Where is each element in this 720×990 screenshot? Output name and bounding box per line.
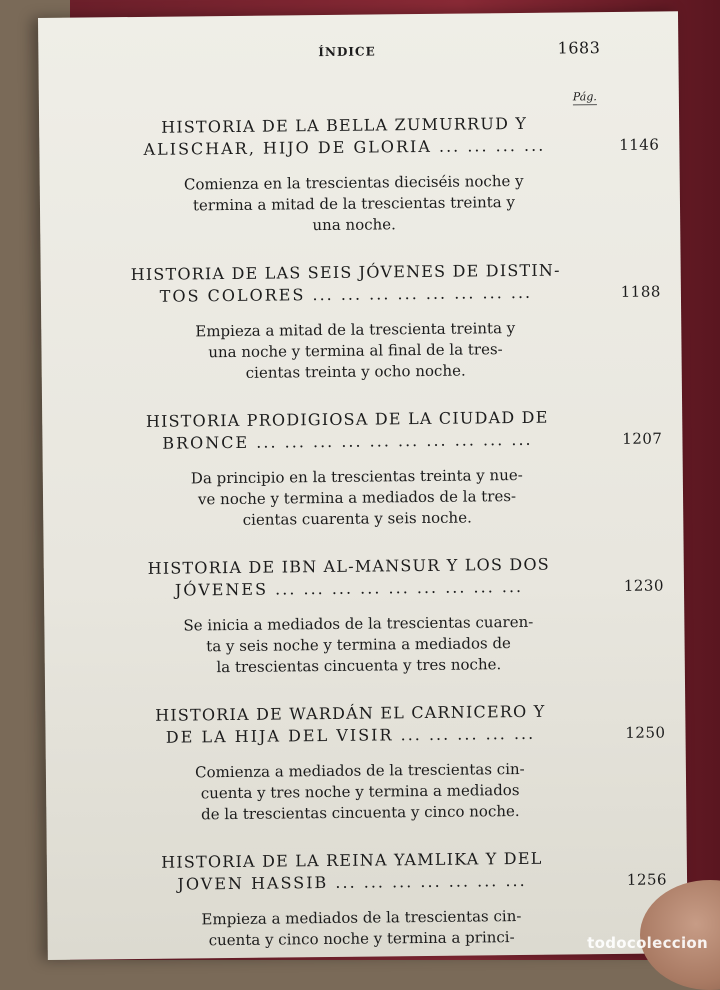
entry-description bbox=[104, 610, 665, 679]
entry-title-line: HISTORIA DE IBN AL-MANSUR Y LOS DOS bbox=[147, 554, 550, 578]
entry-title-line: JÓVENES ... ... ... ... ... ... ... ... ... bbox=[174, 576, 524, 600]
entry-title bbox=[101, 258, 661, 308]
entry-description-line: cuenta y cinco noche y termina a princi- bbox=[208, 928, 515, 950]
entry-title-line: HISTORIA DE WARDÁN EL CARNICERO Y bbox=[155, 701, 546, 725]
entry-description bbox=[106, 757, 667, 826]
entry-description-line: cuenta y tres noche y termina a mediados bbox=[200, 781, 520, 803]
entry-title-line: HISTORIA DE LA REINA YAMLIKA Y DEL bbox=[161, 848, 543, 872]
entry-page-number: 1188 bbox=[620, 282, 661, 301]
index-entry bbox=[107, 846, 668, 952]
entry-description-line: de la trescientas cincuenta y cinco noche. bbox=[200, 802, 520, 824]
index-entry bbox=[104, 552, 665, 679]
entry-description-line: Comienza a mediados de la trescientas cin- bbox=[195, 759, 525, 782]
entry-title-line: ALISCHAR, HIJO DE GLORIA ... ... ... ... bbox=[143, 135, 546, 159]
index-entry bbox=[101, 258, 662, 385]
entry-description-line: una noche y termina al final de la tres- bbox=[208, 340, 503, 362]
entry-page-number: 1230 bbox=[623, 576, 665, 595]
entry-description-line: Comienza en la trescientas dieciséis noche y bbox=[183, 171, 524, 194]
entry-title-line: HISTORIA PRODIGIOSA DE LA CIUDAD DE bbox=[145, 407, 549, 431]
entry-description bbox=[103, 463, 664, 532]
entry-description-line: Empieza a mediados de la trescientas cin- bbox=[201, 906, 522, 929]
entry-page-number: 1250 bbox=[625, 723, 666, 742]
entry-title bbox=[107, 846, 667, 896]
entry-description-line: cientas treinta y ocho noche. bbox=[245, 361, 466, 382]
entry-description-line: ve noche y termina a mediados de la tres- bbox=[197, 487, 517, 509]
page-header bbox=[38, 38, 678, 72]
entry-description bbox=[101, 316, 662, 385]
watermark-text: todocoleccion bbox=[587, 934, 708, 952]
entry-title-line: BRONCE ... ... ... ... ... ... ... ... ... ... bbox=[162, 429, 533, 453]
entry-page-number: 1146 bbox=[619, 135, 660, 154]
entry-title bbox=[99, 112, 659, 162]
entry-description-line: una noche. bbox=[312, 215, 396, 235]
entry-description-line: la trescientas cincuenta y tres noche. bbox=[216, 655, 502, 677]
entry-page-number: 1256 bbox=[626, 870, 668, 889]
entry-title-line: HISTORIA DE LAS SEIS JÓVENES DE DISTIN- bbox=[130, 260, 561, 285]
entry-description bbox=[107, 904, 667, 952]
page-number: 1683 bbox=[557, 38, 601, 58]
entry-description-line: cientas cuarenta y seis noche. bbox=[242, 508, 472, 529]
entry-description bbox=[100, 169, 661, 238]
entry-description-line: termina a mitad de la trescientas treinta y bbox=[192, 193, 516, 215]
entry-title-line: JOVEN HASSIB ... ... ... ... ... ... ... bbox=[177, 870, 527, 894]
entry-title bbox=[105, 699, 665, 749]
page-column-label: Pág. bbox=[572, 90, 597, 104]
entry-description-line: Se inicia a mediados de la trescientas cuaren- bbox=[183, 612, 534, 635]
entry-title bbox=[104, 552, 664, 602]
index-entries bbox=[99, 112, 668, 979]
entry-page-number: 1207 bbox=[622, 429, 663, 448]
entry-description-line: Da principio en la trescientas treinta y nue- bbox=[190, 465, 523, 488]
entry-description-line: ta y seis noche y termina a mediados de bbox=[206, 634, 511, 656]
index-entry bbox=[102, 405, 663, 532]
entry-title-line: DE LA HIJA DEL VISIR ... ... ... ... ... bbox=[165, 723, 536, 747]
entry-title bbox=[102, 405, 662, 455]
entry-title-line: HISTORIA DE LA BELLA ZUMURRUD Y bbox=[161, 113, 528, 137]
index-entry bbox=[99, 112, 660, 239]
index-entry bbox=[105, 699, 666, 826]
entry-description-line: Empieza a mitad de la trescienta treinta y bbox=[195, 319, 516, 341]
book-page bbox=[38, 11, 688, 960]
entry-title-line: TOS COLORES ... ... ... ... ... ... ... ... bbox=[159, 282, 533, 306]
running-title: ÍNDICE bbox=[318, 44, 376, 60]
